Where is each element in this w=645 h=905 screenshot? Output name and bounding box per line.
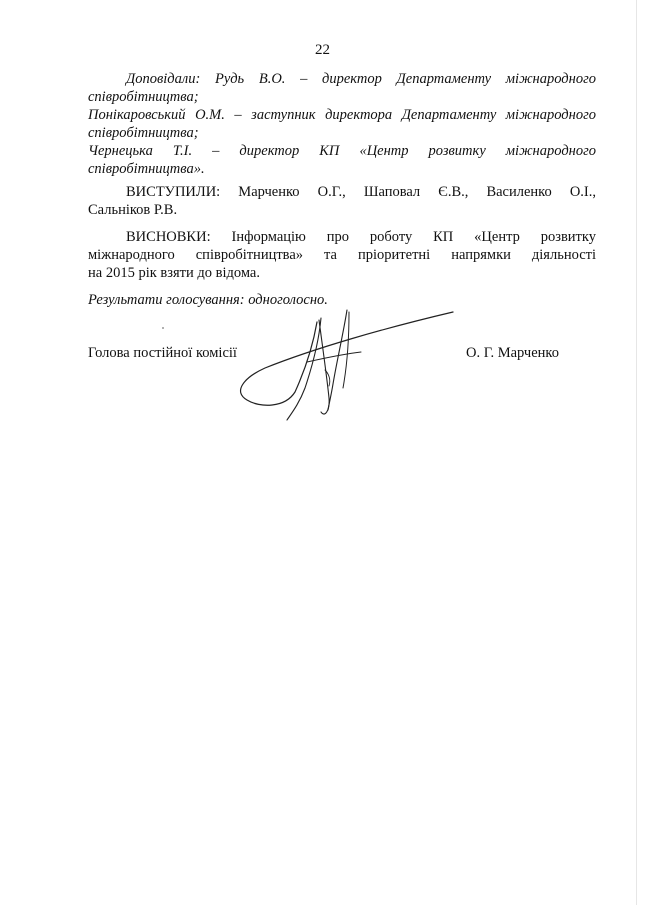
reporters-line-5: Чернецька Т.І. – директор КП «Центр розвитку міжнародного xyxy=(88,143,596,159)
reporters-line-4: співробітництва; xyxy=(88,125,199,141)
reporters-line-6: співробітництва». xyxy=(88,161,205,177)
speakers-line-1: ВИСТУПИЛИ: Марченко О.Г., Шаповал Є.В., Василенко О.І., xyxy=(126,184,596,200)
conclusions-line-3: на 2015 рік взяти до відома. xyxy=(88,265,260,281)
conclusions-line-1: ВИСНОВКИ: Інформацію про роботу КП «Центр розвитку xyxy=(126,229,596,245)
signatory-name: О. Г. Марченко xyxy=(466,345,559,361)
speakers-line-2: Сальніков Р.В. xyxy=(88,202,178,218)
scan-speck xyxy=(162,327,164,329)
speakers-paragraph xyxy=(88,183,596,219)
reporters-line-1: Доповідали: Рудь В.О. – директор Департаменту міжнародного xyxy=(126,71,596,87)
conclusions-paragraph xyxy=(88,228,596,282)
conclusions-line-2: міжнародного співробітництва» та пріоритетні напрямки діяльності xyxy=(88,247,596,263)
voting-result: Результати голосування: одноголосно. xyxy=(88,292,328,308)
handwritten-signature xyxy=(225,300,470,435)
reporters-paragraph xyxy=(88,70,596,178)
reporters-line-3: Понікаровський О.М. – заступник директора Департаменту міжнародного xyxy=(88,107,596,123)
reporters-line-2: співробітництва; xyxy=(88,89,199,105)
page-edge xyxy=(636,0,637,905)
signatory-title: Голова постійної комісії xyxy=(88,345,237,361)
page-number: 22 xyxy=(315,42,330,58)
